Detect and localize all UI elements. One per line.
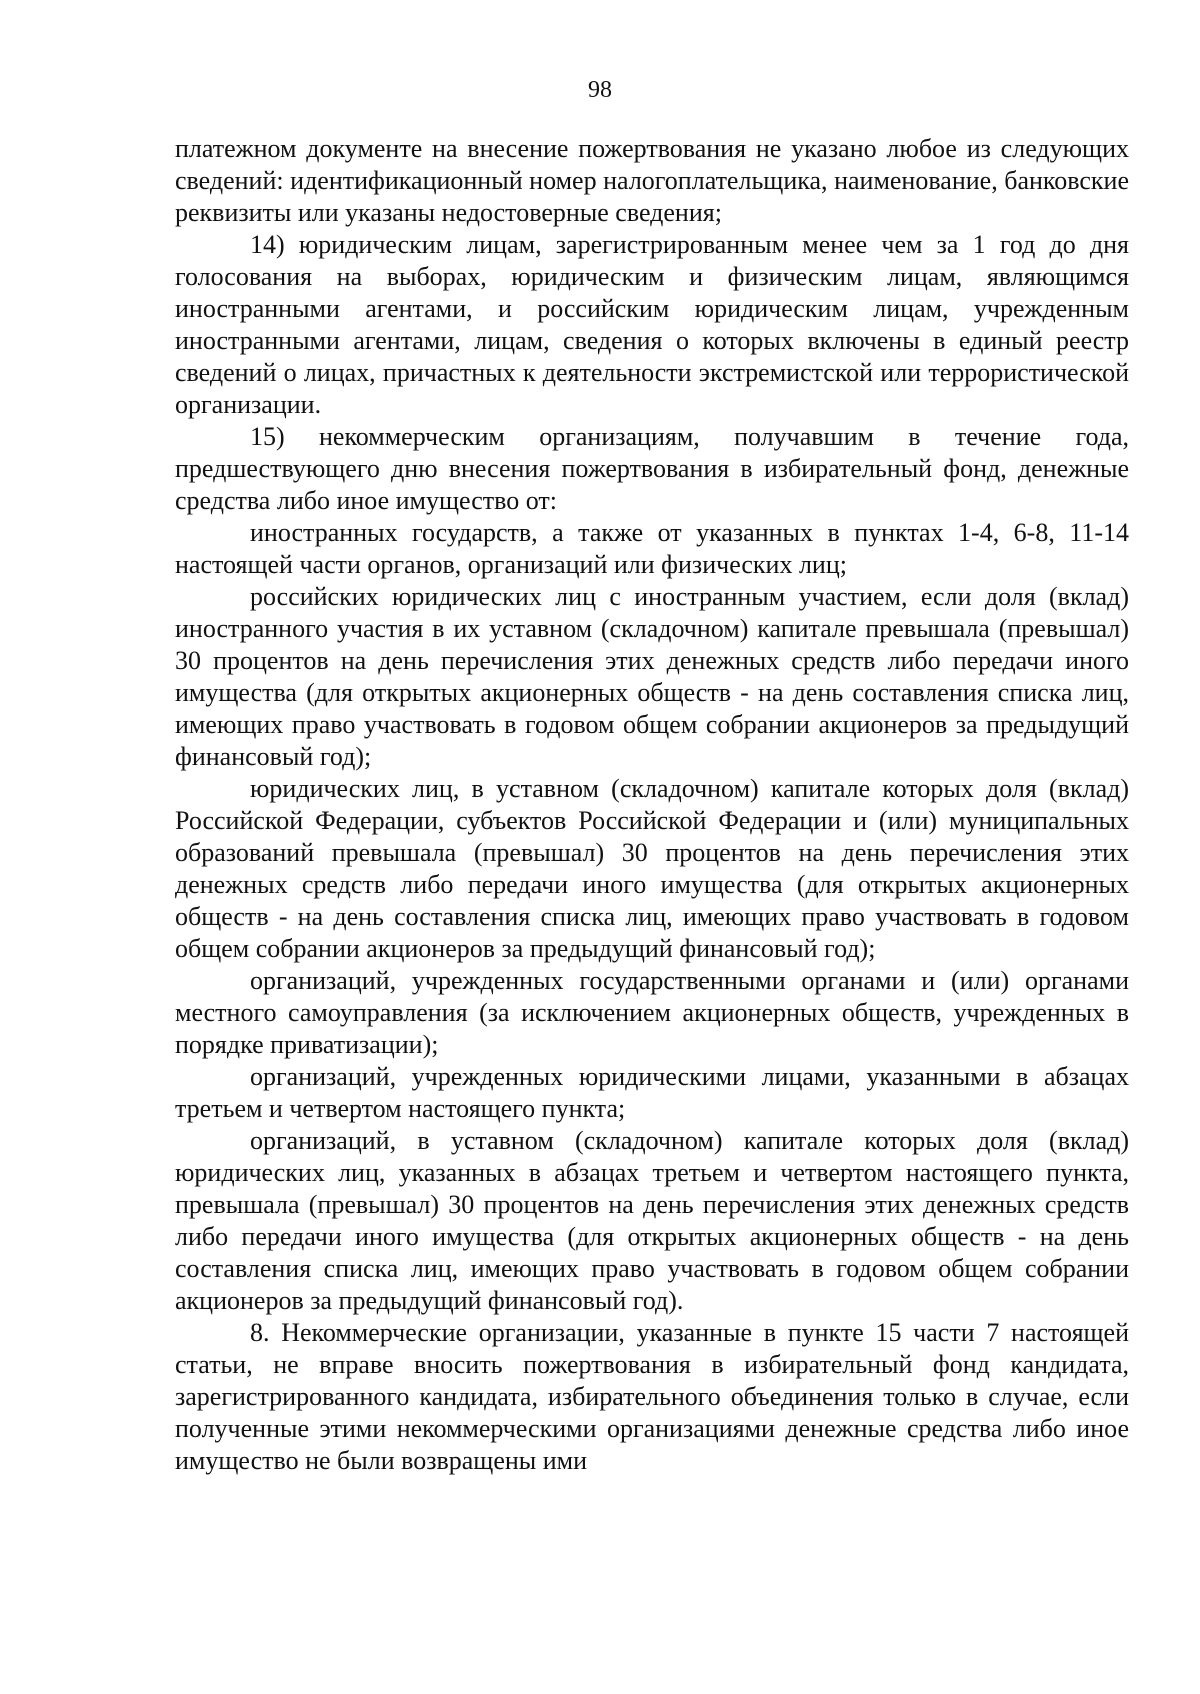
paragraph-section-8: 8. Некоммерческие организации, указанные в пункте 15 части 7 настоящей статьи, не вправе вносить пожертвования в избирательный фонд кандидата, зарегистрированного кандидата, избирательного объединения только в случае, если полученные этими некоммерческими организациями денежные средства либо иное имущество не были возвращены ими — [175, 1318, 1129, 1475]
document-body — [175, 133, 1129, 1477]
paragraph-foreign-states: иностранных государств, а также от указанных в пунктах 1-4, 6-8, 11-14 настоящей части органов, организаций или физических лиц; — [175, 518, 1129, 579]
paragraph-item-15: 15) некоммерческим организациям, получавшим в течение года, предшествующего дню внесения пожертвования в избирательный фонд, денежные средства либо иное имущество от: — [175, 422, 1129, 515]
paragraph-foreign-participation: российских юридических лиц с иностранным участием, если доля (вклад) иностранного участия в их уставном (складочном) капитале превышала (превышал) 30 процентов на день перечисления этих денежных средств либо передачи иного имущества (для открытых акционерных обществ - на день составления списка лиц, имеющих право участвовать в годовом общем собрании акционеров за предыдущий финансовый год); — [175, 582, 1129, 771]
paragraph-item-14: 14) юридическим лицам, зарегистрированным менее чем за 1 год до дня голосования на выборах, юридическим и физическим лицам, являющимся иностранными агентами, и российским юридическим лицам, учрежденным иностранными агентами, лицам, сведения о которых включены в единый реестр сведений о лицах, причастных к деятельности экстремистской или террористической организации. — [175, 230, 1129, 419]
paragraph-state-share: юридических лиц, в уставном (складочном) капитале которых доля (вклад) Российской Федерации, субъектов Российской Федерации и (или) муниципальных образований превышала (превышал) 30 процентов на день перечисления этих денежных средств либо передачи иного имущества (для открытых акционерных обществ - на день составления списка лиц, имеющих право участвовать в годовом общем собрании акционеров за предыдущий финансовый год); — [175, 774, 1129, 963]
paragraph-state-founded: организаций, учрежденных государственными органами и (или) органами местного самоуправления (за исключением акционерных обществ, учрежденных в порядке приватизации); — [175, 966, 1129, 1059]
paragraph-continuation: платежном документе на внесение пожертвования не указано любое из следующих сведений: идентификационный номер налогоплательщика, наименование, банковские реквизиты или указаны недостоверные сведения; — [175, 134, 1129, 227]
paragraph-capital-share: организаций, в уставном (складочном) капитале которых доля (вклад) юридических лиц, указанных в абзацах третьем и четвертом настоящего пункта, превышала (превышал) 30 процентов на день перечисления этих денежных средств либо передачи иного имущества (для открытых акционерных обществ - на день составления списка лиц, имеющих право участвовать в годовом общем собрании акционеров за предыдущий финансовый год). — [175, 1126, 1129, 1315]
paragraph-founded-by-listed: организаций, учрежденных юридическими лицами, указанными в абзацах третьем и четвертом настоящего пункта; — [175, 1062, 1129, 1123]
page-number: 98 — [588, 77, 612, 103]
